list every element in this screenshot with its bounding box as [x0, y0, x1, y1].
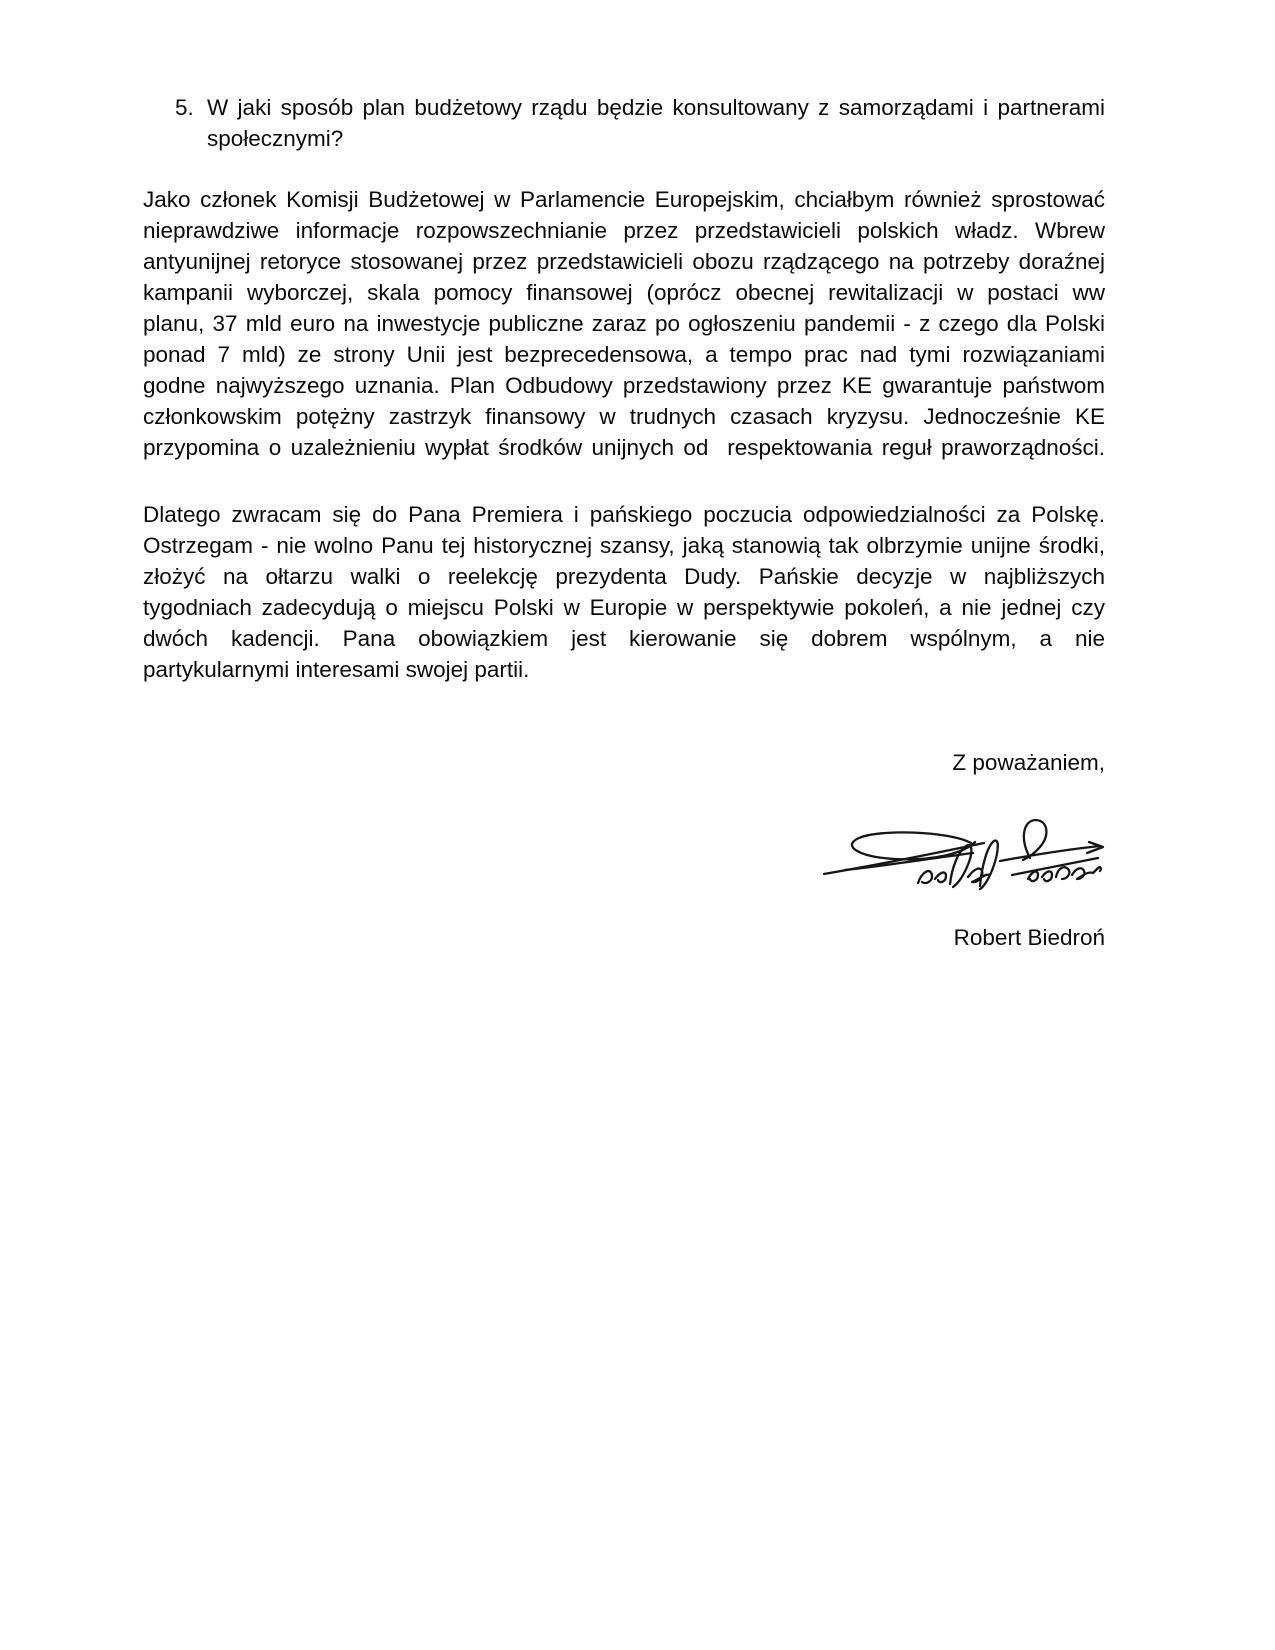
handwritten-signature-icon [821, 813, 1105, 891]
text-line: godne najwyższego uznania. Plan Odbudowy przedstawiony przez KE gwarantuje państwom [143, 373, 1105, 398]
paragraph [143, 499, 1105, 685]
text-line: Dlatego zwracam się do Pana Premiera i pańskiego poczucia odpowiedzialności za Polskę. [143, 502, 1105, 527]
text-line: Ostrzegam - nie wolno Panu tej historycznej szansy, jaką stanowią tak olbrzymie unijne środki, [143, 533, 1105, 558]
signature-block [143, 813, 1105, 891]
text-line: kampanii wyborczej, skala pomocy finansowej (oprócz obecnej rewitalizacji w postaci ww [143, 280, 1105, 305]
paragraph [143, 184, 1105, 463]
letter-body [143, 0, 1105, 953]
text-line: Jako członek Komisji Budżetowej w Parlamencie Europejskim, chciałbym również sprostować [143, 187, 1105, 212]
text-line: partykularnymi interesami swojej partii. [143, 657, 530, 682]
text-line: złożyć na ołtarzu walki o reelekcję prezydenta Dudy. Pańskie decyzje w najbliższych [143, 564, 1105, 589]
text-line: przypomina o uzależnieniu wypłat środków unijnych od respektowania reguł praworządności. [143, 435, 1105, 460]
text-line: planu, 37 mld euro na inwestycje publiczne zaraz po ogłoszeniu pandemii - z czego dla Polski [143, 311, 1105, 336]
list-item-line: społecznymi? [207, 126, 344, 151]
text-line: antyunijnej retoryce stosowanej przez przedstawicieli obozu rządzącego na potrzeby doraźnej [143, 249, 1105, 274]
numbered-list-item-5 [143, 92, 1105, 154]
list-item-line [143, 92, 1105, 123]
list-item-text: W jaki sposób plan budżetowy rządu będzie konsultowany z samorządami i partnerami [207, 95, 1105, 120]
text-line: ponad 7 mld) ze strony Unii jest bezprecedensowa, a tempo prac nad tymi rozwiązaniami [143, 342, 1105, 367]
text-line: członkowskim potężny zastrzyk finansowy w trudnych czasach kryzysu. Jednocześnie KE [143, 404, 1105, 429]
text-line: nieprawdziwe informacje rozpowszechnianie przez przedstawicieli polskich władz. Wbrew [143, 218, 1105, 243]
signatory-name: Robert Biedroń [953, 925, 1105, 950]
text-line: tygodniach zadecydują o miejscu Polski w Europie w perspektywie pokoleń, a nie jednej czy [143, 595, 1105, 620]
valediction: Z poważaniem, [952, 750, 1105, 775]
text-line: dwóch kadencji. Pana obowiązkiem jest kierowanie się dobrem wspólnym, a nie [143, 626, 1105, 651]
list-item-number: 5. [175, 95, 194, 120]
